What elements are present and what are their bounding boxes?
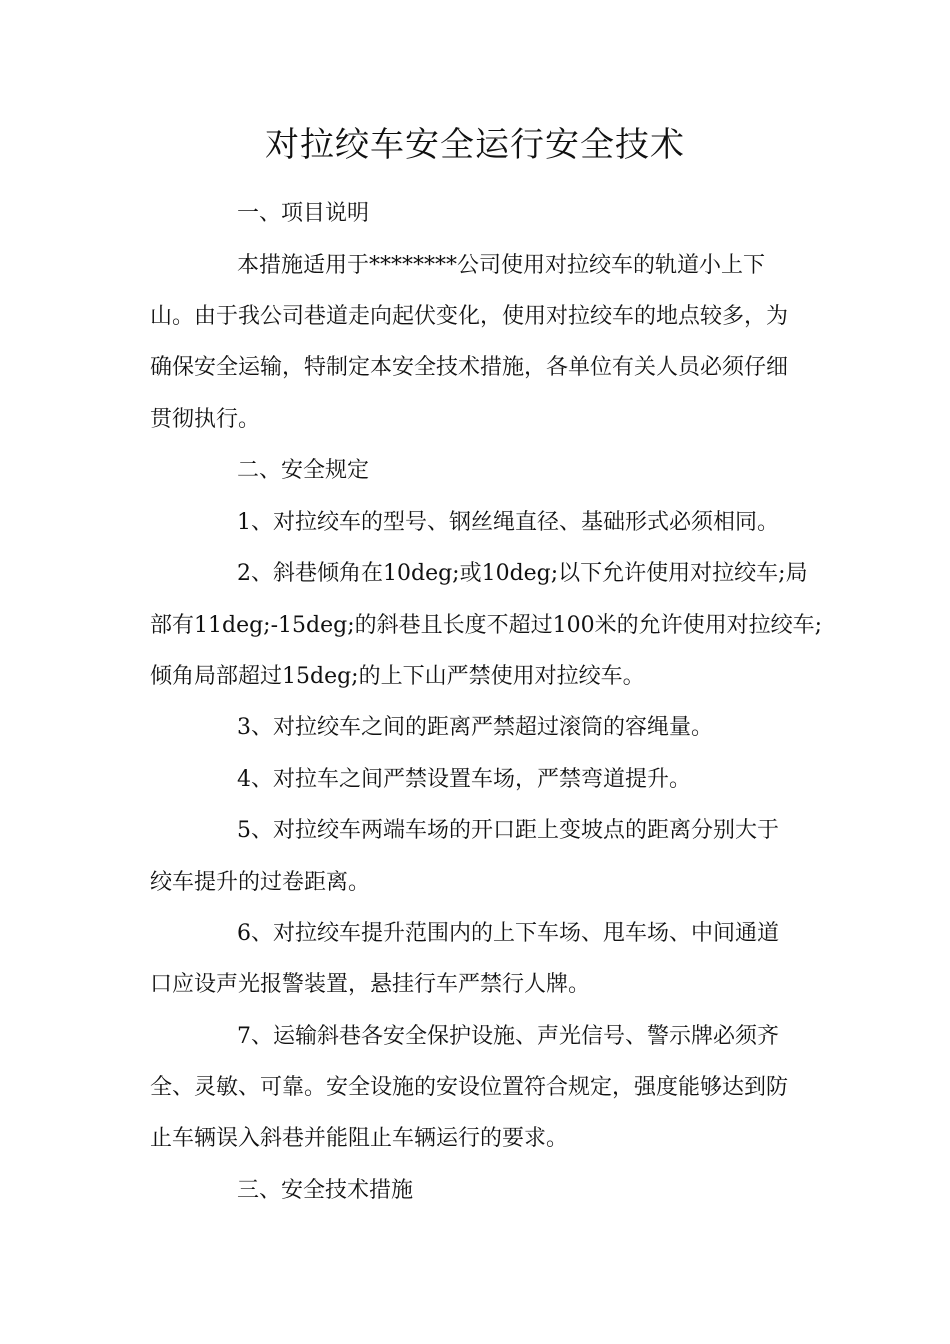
section-heading-safety-measures: 三、安全技术措施 (237, 1178, 414, 1203)
list-item-rule-6: 6、对拉绞车提升范围内的上下车场、甩车场、中间通道 (237, 921, 779, 946)
list-item-rule-7: 7、运输斜巷各安全保护设施、声光信号、警示牌必须齐 (237, 1024, 779, 1049)
paragraph-line: 口应设声光报警装置，悬挂行车严禁行人牌。 (150, 972, 591, 997)
paragraph-line: 全、灵敏、可靠。安全设施的安设位置符合规定，强度能够达到防 (150, 1075, 789, 1100)
paragraph-line: 绞车提升的过卷距离。 (150, 870, 371, 895)
paragraph-line: 确保安全运输，特制定本安全技术措施，各单位有关人员必须仔细 (150, 355, 789, 380)
paragraph-line: 贯彻执行。 (150, 407, 261, 432)
paragraph-line: 止车辆误入斜巷并能阻止车辆运行的要求。 (150, 1126, 569, 1151)
list-item-rule-5: 5、对拉绞车两端车场的开口距上变坡点的距离分别大于 (237, 818, 779, 843)
section-heading-project-description: 一、项目说明 (237, 201, 370, 226)
list-item-rule-2: 2、斜巷倾角在10deg;或10deg;以下允许使用对拉绞车;局 (237, 561, 808, 586)
paragraph-line: 倾角局部超过15deg;的上下山严禁使用对拉绞车。 (150, 664, 645, 689)
section-heading-safety-rules: 二、安全规定 (237, 458, 370, 483)
list-item-rule-3: 3、对拉绞车之间的距离严禁超过滚筒的容绳量。 (237, 715, 713, 740)
paragraph-line: 本措施适用于********公司使用对拉绞车的轨道小上下 (237, 253, 766, 278)
list-item-rule-1: 1、对拉绞车的型号、钢丝绳直径、基础形式必须相同。 (237, 510, 779, 535)
document-title: 对拉绞车安全运行安全技术 (265, 125, 685, 165)
paragraph-line: 山。由于我公司巷道走向起伏变化，使用对拉绞车的地点较多，为 (150, 304, 789, 329)
list-item-rule-4: 4、对拉车之间严禁设置车场，严禁弯道提升。 (237, 767, 691, 792)
paragraph-line: 部有11deg;-15deg;的斜巷且长度不超过100米的允许使用对拉绞车; (150, 613, 823, 638)
